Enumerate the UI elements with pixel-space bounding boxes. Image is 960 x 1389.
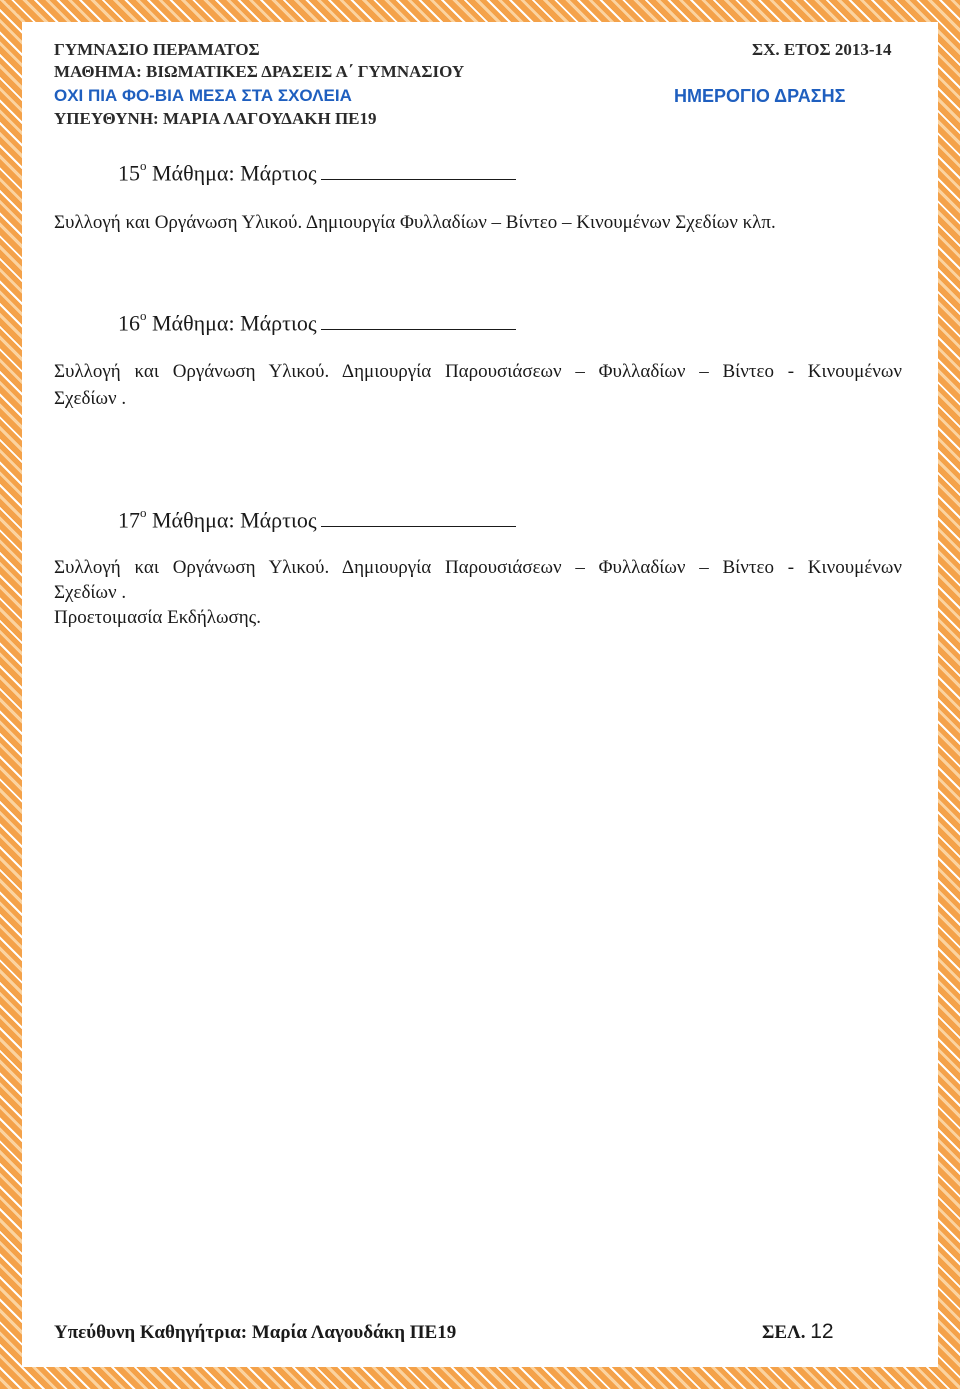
lesson-17-event-preparation: Προετοιμασία Εκδήλωσης. [54, 607, 261, 628]
lesson-16-description: Συλλογή και Οργάνωση Υλικού. Δημιουργία Παρουσιάσεων – Φυλλαδίων – Βίντεο - Κινουμένων [54, 361, 902, 382]
footer-teacher: Υπεύθυνη Καθηγήτρια: Μαρία Λαγουδάκη ΠΕ19 [54, 1322, 457, 1343]
lesson-16-description-continued: Σχεδίων . [54, 388, 127, 409]
lesson-number: 16 [118, 310, 140, 336]
lesson-17-description: Συλλογή και Οργάνωση Υλικού. Δημιουργία Παρουσιάσεων – Φυλλαδίων – Βίντεο - Κινουμένων [54, 557, 902, 578]
lesson-17-heading [118, 507, 516, 533]
date-blank-line [321, 311, 516, 330]
lesson-15-description: Συλλογή και Οργάνωση Υλικού. Δημιουργία Φυλλαδίων – Βίντεο – Κινουμένων Σχεδίων κλπ. [54, 212, 776, 233]
lesson-number: 17 [118, 507, 140, 533]
ordinal-suffix: ο [140, 308, 147, 323]
ordinal-suffix: ο [140, 505, 147, 520]
responsible-teacher: ΥΠΕΥΘΥΝΗ: ΜΑΡΙΑ ΛΑΓΟΥΔΑΚΗ ΠΕ19 [54, 109, 377, 128]
page-label: ΣΕΛ. [762, 1322, 806, 1343]
lesson-label: Μάθημα: Μάρτιος [152, 507, 317, 533]
course-title: ΜΑΘΗΜΑ: ΒΙΩΜΑΤΙΚΕΣ ΔΡΑΣΕΙΣ Α΄ ΓΥΜΝΑΣΙΟΥ [54, 62, 465, 81]
date-blank-line [321, 508, 516, 527]
lesson-label: Μάθημα: Μάρτιος [152, 160, 317, 186]
school-year: ΣΧ. ΕΤΟΣ 2013-14 [752, 40, 892, 59]
date-blank-line [321, 161, 516, 180]
page-number [762, 1320, 834, 1344]
page-number-value: 12 [810, 1320, 834, 1343]
lesson-17-description-continued: Σχεδίων . [54, 582, 127, 603]
lesson-number: 15 [118, 160, 140, 186]
journal-label: ΗΜΕΡΟΓΙΟ ΔΡΑΣΗΣ [674, 86, 846, 106]
school-name: ΓΥΜΝΑΣΙΟ ΠΕΡΑΜΑΤΟΣ [54, 40, 260, 59]
lesson-16-heading [118, 310, 516, 336]
lesson-label: Μάθημα: Μάρτιος [152, 310, 317, 336]
project-title: ΟΧΙ ΠΙΑ ΦΟ-ΒΙΑ ΜΕΣΑ ΣΤΑ ΣΧΟΛΕΙΑ [54, 86, 352, 105]
lesson-15-heading [118, 160, 516, 186]
ordinal-suffix: ο [140, 158, 147, 173]
